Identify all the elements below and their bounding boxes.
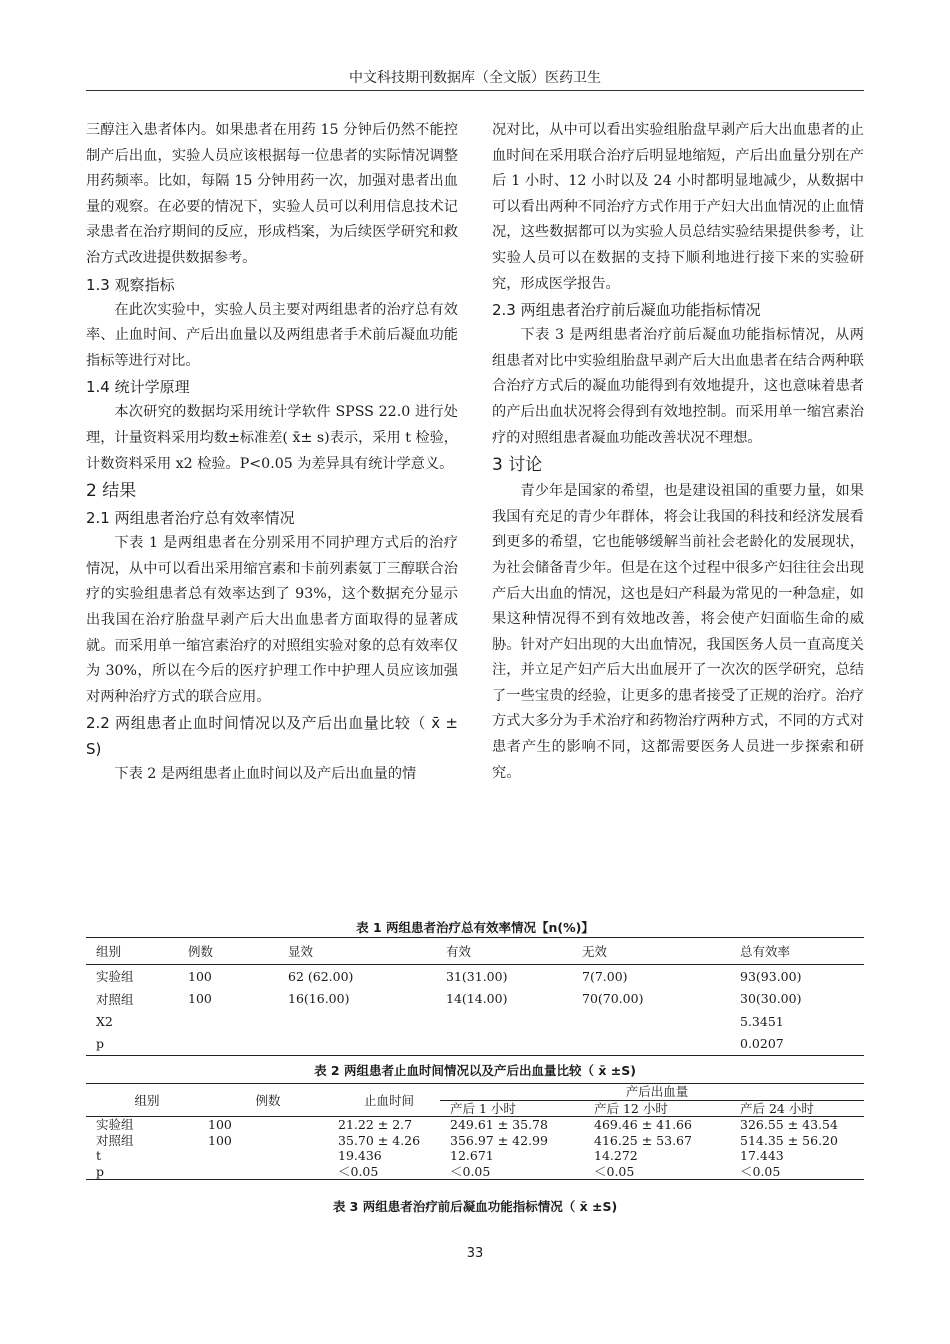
- table-row: [86, 965, 864, 988]
- column-header: 产后出血量: [440, 1084, 864, 1101]
- table-cell: [198, 1164, 328, 1180]
- table1: [86, 937, 864, 1056]
- table-cell: 5.3451: [740, 1013, 784, 1029]
- table-cell: [178, 1033, 278, 1056]
- table-cell: 0.0207: [730, 1033, 864, 1056]
- table-cell: 100: [208, 1132, 232, 1148]
- paragraph: 本次研究的数据均采用统计学软件 SPSS 22.0 进行处理，计量资料采用均数±标准差( x̄± s)表示，采用 t 检验，计数资料采用 x2 检验。P<0.05 为差异具有统计学意义。: [86, 404, 458, 472]
- table-cell: 17.443: [740, 1148, 784, 1164]
- paragraph: 在此次实验中，实验人员主要对两组患者的治疗总有效率、止血时间、产后出血量以及两组患者手术前后凝血功能指标等进行对比。: [86, 301, 458, 369]
- table-cell: p: [86, 1164, 198, 1180]
- table-cell: 356.97 ± 42.99: [450, 1132, 548, 1148]
- table2-caption: 表 2 两组患者止血时间情况以及产后出血量比较（ x̄ ±S): [314, 1063, 636, 1078]
- table-row: [86, 1133, 864, 1149]
- table-cell: [278, 1033, 436, 1056]
- section-heading: 3 讨论: [492, 455, 543, 476]
- table-cell: [572, 1010, 730, 1033]
- column-header: 组别: [86, 938, 178, 965]
- paragraph: 下表 1 是两组患者在分别采用不同护理方式后的治疗情况，从中可以看出采用缩宫素和卡前列素氨丁三醇联合治疗的实验组患者总有效率达到了 93%，这个数据充分显示出我国在治疗胎盘早剥产后大出血患者方面取得的显著成就。而采用单一缩宫素治疗的对照组实验对象的总有效率仅为 30%，所以在今后的医疗护理工作中护理人员应该加强对两种治疗方式的联合应用。: [86, 535, 458, 705]
- table-cell: 62 (62.00): [288, 968, 354, 984]
- page-number: 33: [466, 1246, 484, 1261]
- table-cell: 30(30.00): [740, 991, 802, 1007]
- table-cell: t: [96, 1148, 102, 1164]
- table-cell: 19.436: [338, 1148, 382, 1164]
- paragraph: 况对比，从中可以看出实验组胎盘早剥产后大出血患者的止血时间在采用联合治疗后明显地缩短，产后出血量分别在产后 1 小时、12 小时以及 24 小时都明显地减少，从数据中可以看出两种不同治疗方式作用于产妇大出血情况的止血情况，这些数据都可以为实验人员总结实验结果提供参考，让实验人员可以在数据的支持下顺利地进行接下来的实验研究，形成医学报告。: [492, 122, 864, 292]
- table-row: [86, 988, 864, 1011]
- table-cell: [198, 1148, 328, 1164]
- table-cell: 469.46 ± 41.66: [594, 1117, 692, 1133]
- column-header: 组别: [86, 1084, 198, 1117]
- table-cell: ＜0.05: [328, 1164, 440, 1180]
- section-heading: 1.3 观察指标: [86, 275, 175, 294]
- table-cell: 514.35 ± 56.20: [740, 1132, 838, 1148]
- paragraph: 下表 2 是两组患者止血时间以及产后出血量的情: [114, 766, 417, 783]
- table-cell: 14.272: [594, 1148, 638, 1164]
- table-cell: 21.22 ± 2.7: [338, 1117, 413, 1133]
- section-heading: 2.2 两组患者止血时间情况以及产后出血量比较（ x̄ ± S): [86, 714, 458, 759]
- table-row: [86, 1148, 864, 1164]
- column-header: 无效: [572, 938, 730, 965]
- journal-header: 中文科技期刊数据库（全文版）医药卫生: [349, 70, 601, 86]
- column-subheader: 产后 12 小时: [584, 1100, 730, 1117]
- column-header: 例数: [198, 1084, 328, 1117]
- table-cell: 249.61 ± 35.78: [450, 1117, 548, 1133]
- table-cell: 93(93.00): [740, 968, 802, 984]
- table-cell: 35.70 ± 4.26: [338, 1132, 421, 1148]
- paragraph: 下表 3 是两组患者治疗前后凝血功能指标情况，从两组患者对比中实验组胎盘早剥产后大出血患者在结合两种联合治疗方式后的凝血功能得到有效地提升，这也意味着患者的产后出血状况将会得到有效地控制。而采用单一缩宫素治疗的对照组患者凝血功能改善状况不理想。: [492, 327, 864, 446]
- table-cell: [436, 1010, 572, 1033]
- column-header: 例数: [178, 938, 278, 965]
- section-heading: 1.4 统计学原理: [86, 378, 190, 397]
- table3-caption: 表 3 两组患者治疗前后凝血功能指标情况（ x̄ ±S): [332, 1199, 618, 1214]
- left-column: [86, 118, 458, 788]
- table-cell: 实验组: [96, 1117, 134, 1133]
- table-cell: [572, 1033, 730, 1056]
- table-cell: 14(14.00): [446, 991, 508, 1007]
- table-row: [86, 1033, 864, 1056]
- table1-caption: 表 1 两组患者治疗总有效率情况【n(%)】: [356, 920, 594, 935]
- header-rule: [86, 90, 864, 91]
- table-cell: [278, 1010, 436, 1033]
- table-cell: 7(7.00): [582, 968, 628, 984]
- table-cell: [178, 1010, 278, 1033]
- column-subheader: 产后 24 小时: [730, 1100, 864, 1117]
- table-cell: 对照组: [96, 991, 134, 1007]
- paragraph: 三醇注入患者体内。如果患者在用药 15 分钟后仍然不能控制产后出血，实验人员应该根据每一位患者的实际情况调整用药频率。比如，每隔 15 分钟用药一次，加强对患者出血量的观察。在必要的情况下，实验人员可以利用信息技术记录患者在治疗期间的反应，形成档案，为后续医学研究和救治方式改进提供数据参考。: [86, 122, 458, 266]
- table-cell: 31(31.00): [446, 968, 508, 984]
- table-header-row: [86, 938, 864, 965]
- table-cell: 100: [188, 968, 212, 984]
- table-cell: 70(70.00): [582, 991, 644, 1007]
- table-cell: 12.671: [450, 1148, 494, 1164]
- table-header-row: [86, 1084, 864, 1101]
- table-cell: ＜0.05: [730, 1164, 864, 1180]
- table-cell: ＜0.05: [440, 1164, 584, 1180]
- column-header: 显效: [278, 938, 436, 965]
- paragraph: 青少年是国家的希望，也是建设祖国的重要力量，如果我国有充足的青少年群体，将会让我国的科技和经济发展看到更多的希望，它也能够缓解当前社会老龄化的发展现状，为社会储备青少年。但是在这个过程中很多产妇往往会出现产后大出血的情况，这也是妇产科最为常见的一种急症，如果这种情况得不到有效地改善，将会使产妇面临生命的威胁。针对产妇出现的大出血情况，我国医务人员一直高度关注，并立足产妇产后大出血展开了一次次的医学研究，总结了一些宝贵的经验，让更多的患者接受了正规的治疗。治疗方式大多分为手术治疗和药物治疗两种方式，不同的方式对患者产生的影响不同，这都需要医务人员进一步探索和研究。: [492, 483, 864, 781]
- table-cell: ＜0.05: [584, 1164, 730, 1180]
- section-heading: 2 结果: [86, 481, 137, 502]
- table-cell: 326.55 ± 43.54: [740, 1117, 838, 1133]
- table2: [86, 1083, 864, 1180]
- column-header: 止血时间: [328, 1084, 440, 1117]
- section-heading: 2.1 两组患者治疗总有效率情况: [86, 509, 295, 528]
- table-cell: 100: [208, 1117, 232, 1133]
- column-subheader: 产后 1 小时: [440, 1100, 584, 1117]
- table-cell: p: [86, 1033, 178, 1056]
- table-cell: 实验组: [96, 969, 134, 985]
- table-row: [86, 1164, 864, 1180]
- column-header: 总有效率: [730, 938, 864, 965]
- table-cell: 416.25 ± 53.67: [594, 1132, 692, 1148]
- table-cell: X2: [96, 1013, 113, 1029]
- table-cell: 对照组: [96, 1132, 134, 1148]
- column-header: 有效: [436, 938, 572, 965]
- table-cell: 16(16.00): [288, 991, 350, 1007]
- table-cell: [436, 1033, 572, 1056]
- table-row: [86, 1010, 864, 1033]
- section-heading: 2.3 两组患者治疗前后凝血功能指标情况: [492, 301, 761, 320]
- right-column: [492, 118, 864, 786]
- table-row: [86, 1117, 864, 1133]
- table-cell: 100: [188, 991, 212, 1007]
